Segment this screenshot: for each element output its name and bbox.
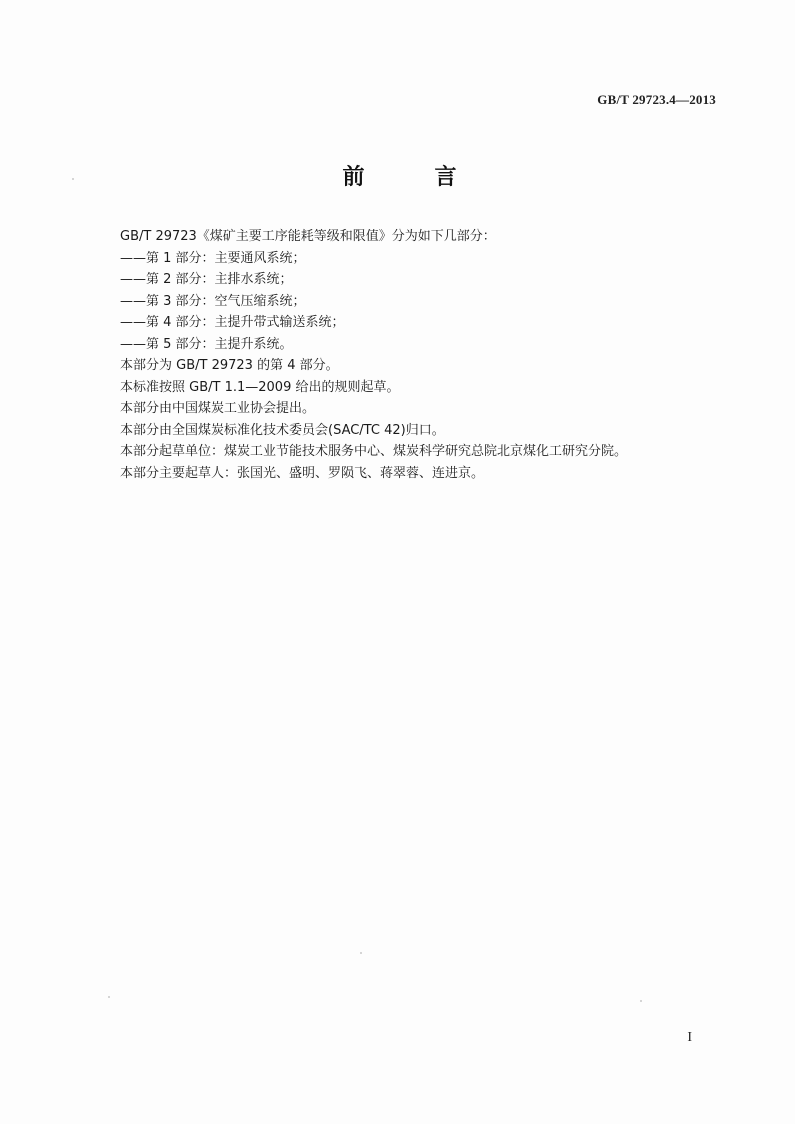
intro-paragraph: GB/T 29723《煤矿主要工序能耗等级和限值》分为如下几部分：	[120, 229, 496, 244]
list-item-part-2: ——第 2 部分：主排水系统；	[120, 272, 293, 287]
committee-statement: 本部分由全国煤炭标准化技术委员会(SAC/TC 42)归口。	[120, 422, 445, 438]
list-item-part-4: ——第 4 部分：主提升带式输送系统；	[120, 315, 345, 330]
drafting-rules: 本标准按照 GB/T 1.1—2009 给出的规则起草。	[120, 379, 400, 395]
drafting-units: 本部分起草单位：煤炭工业节能技术服务中心、煤炭科学研究总院北京煤化工研究分院。	[120, 444, 628, 459]
proposer-statement: 本部分由中国煤炭工业协会提出。	[120, 401, 316, 416]
page-title: 前 言	[342, 165, 481, 190]
scan-speck	[640, 1000, 642, 1002]
standard-code: GB/T 29723.4—2013	[597, 92, 716, 107]
list-item-part-3: ——第 3 部分：空气压缩系统；	[120, 293, 306, 309]
page-number: I	[687, 1030, 692, 1045]
list-item-part-1: ——第 1 部分：主要通风系统；	[120, 250, 306, 266]
foreword-body	[120, 226, 710, 484]
scan-speck	[72, 178, 74, 180]
list-item-part-5: ——第 5 部分：主提升系统。	[120, 336, 293, 352]
main-drafters: 本部分主要起草人：张国光、盛明、罗陨飞、蒋翠蓉、连进京。	[120, 465, 485, 481]
scan-speck	[360, 952, 362, 954]
part-statement: 本部分为 GB/T 29723 的第 4 部分。	[120, 358, 339, 373]
scan-speck	[108, 996, 110, 998]
